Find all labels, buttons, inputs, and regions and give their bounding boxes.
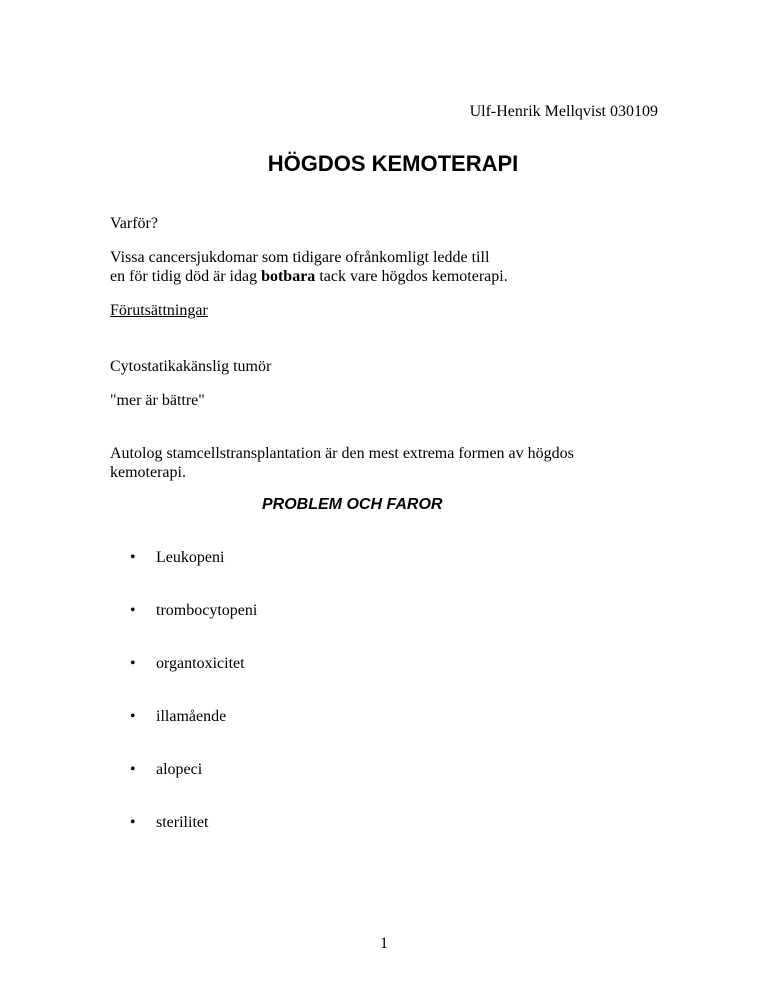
bullet-icon: • xyxy=(130,761,136,778)
bullet-icon: • xyxy=(130,549,136,566)
why-bold-word: botbara xyxy=(261,268,316,285)
why-heading: Varför? xyxy=(110,215,158,232)
list-item xyxy=(130,601,257,620)
list-item-text: sterilitet xyxy=(156,814,209,831)
prerequisite-item-1: Cytostatikakänslig tumör xyxy=(110,358,272,375)
why-line-2 xyxy=(110,267,508,286)
bullet-icon: • xyxy=(130,602,136,619)
problems-list xyxy=(130,548,257,866)
prerequisite-item-2: "mer är bättre" xyxy=(110,392,205,409)
author-date: Ulf-Henrik Mellqvist 030109 xyxy=(469,103,658,120)
autolog-paragraph xyxy=(110,444,574,482)
list-item-text: trombocytopeni xyxy=(156,602,258,619)
list-item-text: organtoxicitet xyxy=(156,655,245,672)
list-item xyxy=(130,654,257,673)
list-item-text: Leukopeni xyxy=(156,549,225,566)
list-item-text: alopeci xyxy=(156,761,203,778)
bullet-icon: • xyxy=(130,655,136,672)
document-title: HÖGDOS KEMOTERAPI xyxy=(267,151,519,176)
list-item xyxy=(130,760,257,779)
problems-heading: PROBLEM OCH FAROR xyxy=(262,496,443,513)
page-number: 1 xyxy=(380,935,388,952)
list-item xyxy=(130,813,257,832)
bullet-icon: • xyxy=(130,814,136,831)
list-item-text: illamående xyxy=(156,708,227,725)
why-line-2-end: tack vare högdos kemoterapi. xyxy=(315,268,508,285)
list-item xyxy=(130,548,257,567)
bullet-icon: • xyxy=(130,708,136,725)
autolog-line-2: kemoterapi. xyxy=(110,464,186,481)
why-line-2-start: en för tidig död är idag xyxy=(110,268,262,285)
why-paragraph xyxy=(110,248,508,286)
why-line-1: Vissa cancersjukdomar som tidigare ofrånkomligt ledde till xyxy=(110,249,490,266)
autolog-line-1: Autolog stamcellstransplantation är den mest extrema formen av högdos xyxy=(110,445,574,462)
list-item xyxy=(130,707,257,726)
prerequisites-heading: Förutsättningar xyxy=(110,302,208,319)
